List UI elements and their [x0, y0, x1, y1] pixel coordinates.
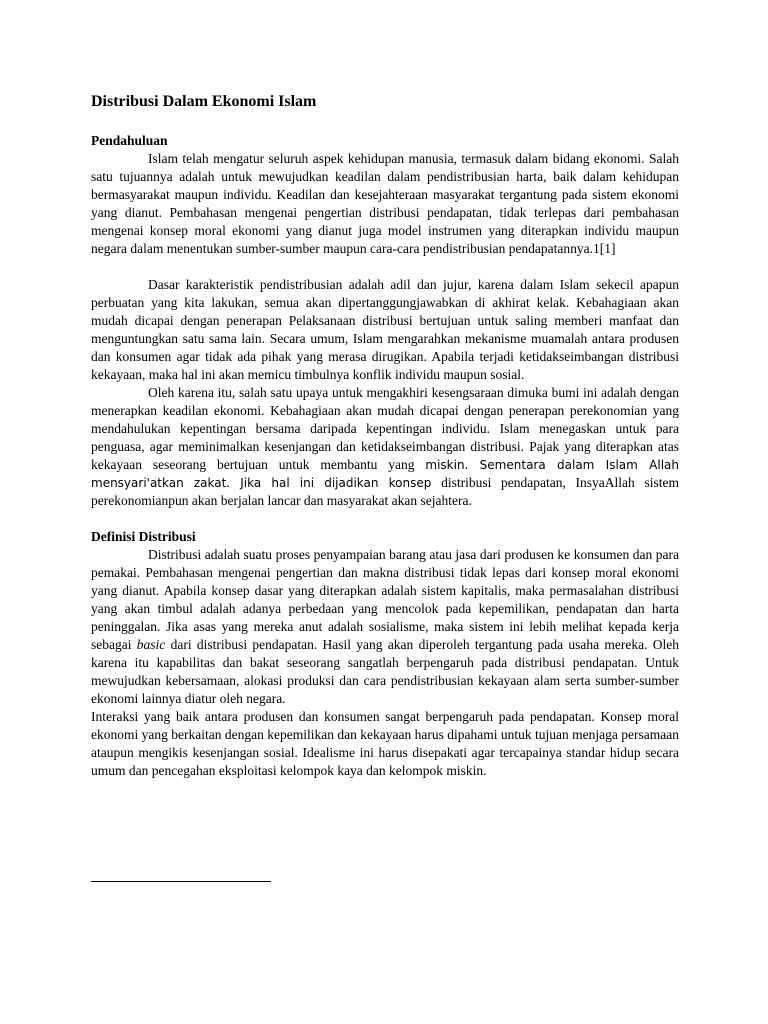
section-heading-definisi: Definisi Distribusi [91, 529, 196, 544]
paragraph-gap [91, 258, 679, 276]
paragraph-karakteristik: Dasar karakteristik pendistribusian adalah adil dan jujur, karena dalam Islam sekecil apapun perbuatan yang kita lakukan, semua akan dipertanggungjawabkan di akhirat kelak. Kebahagiaan akan mudah dicapai dengan penerapan Pelaksanaan distribusi bertujuan untuk saling memberi manfaat dan menguntungkan satu sama lain. Secara umum, Islam mengarahkan mekanisme muamalah antara produsen dan konsumen agar tidak ada pihak yang merasa dirugikan. Apabila terjadi ketidakseimbangan distribusi kekayaan, maka hal ini akan memicu timbulnya konflik individu maupun sosial. [91, 277, 679, 382]
document-title: Distribusi Dalam Ekonomi Islam [91, 93, 317, 110]
section-heading-pendahuluan: Pendahuluan [91, 133, 168, 148]
document-page [91, 92, 679, 780]
paragraph-upaya-text: Oleh karena itu, salah satu upaya untuk mengakhiri kesengsaraan dimuka bumi ini adalah dengan menerapkan keadilan ekonomi. Kebahagiaan akan mudah dicapai dengan penerapan perekonomian yang mendahulukan kepentingan bersama daripada kepentingan individu. Islam menegaskan untuk para penguasa, agar meminimalkan kesenjangan dan ketidakseimbangan distribusi. Pajak yang diterapkan atas kekayaan seseorang bertujuan untuk membantu yang [91, 385, 679, 472]
paragraph-interaksi: Interaksi yang baik antara produsen dan konsumen sangat berpengaruh pada pendapatan. Konsep moral ekonomi yang berkaitan dengan kepemilikan dan kekayaan harus dipahami untuk tujuan menjaga persamaan ataupun mengikis kesenjangan sosial. Idealisme ini harus disepakati agar tercapainya standar hidup secara umum dan pencegahan eksploitasi kelompok kaya dan kelompok miskin. [91, 709, 679, 778]
paragraph-zakat-line: miskin. Sementara dalam Islam Allah mensyari'atkan zakat. Jika hal ini dijadikan konsep [91, 458, 679, 490]
paragraph-intro: Islam telah mengatur seluruh aspek kehidupan manusia, termasuk dalam bidang ekonomi. Salah satu tujuannya adalah untuk mewujudkan keadilan dalam pendistribusian harta, baik dalam kehidupan bermasyarakat maupun individu. Keadilan dan kesejahteraan masyarakat tergantung pada sistem ekonomi yang dianut. Pembahasan mengenai pengertian distribusi pendapatan, tidak terlepas dari pembahasan mengenai konsep moral ekonomi yang dianut juga model instrumen yang diterapkan individu maupun negara dalam menentukan sumber-sumber maupun cara-cara pendistribusian pendapatannya.1[1] [91, 151, 679, 256]
paragraph-sejahtera-text: distribusi pendapatan, InsyaAllah sistem perekonomianpun akan berjalan lancar dan masyarakat akan sejahtera. [91, 475, 679, 508]
section-gap [91, 510, 679, 528]
footnote-separator [91, 881, 271, 882]
paragraph-basic-term: basic [136, 637, 166, 652]
paragraph-definisi-text: Distribusi adalah suatu proses penyampaian barang atau jasa dari produsen ke konsumen dan para pemakai. Pembahasan mengenai pengertian dan makna distribusi tidak lepas dari konsep moral ekonomi yang dianut. Apabila konsep dasar yang diterapkan adalah sistem kapitalis, maka permasalahan distribusi yang akan timbul adalah adanya perbedaan yang mencolok pada kepemilikan, pendapatan dan harta peninggalan. Jika asas yang mereka anut adalah sosialisme, maka sistem ini lebih melihat kepada kerja sebagai [91, 547, 679, 652]
paragraph-definisi [91, 546, 679, 708]
paragraph-definisi-cont: dari distribusi pendapatan. Hasil yang akan diperoleh tergantung pada usaha mereka. Oleh karena itu kapabilitas dan bakat seseorang sangatlah berpengaruh pada distribusi pendapatan. Untuk mewujudkan kebersamaan, alokasi produksi dan cara pendistribusian kekayaan alam serta sumber-sumber ekonomi lainnya diatur oleh negara. [91, 637, 680, 706]
paragraph-upaya [91, 384, 679, 510]
